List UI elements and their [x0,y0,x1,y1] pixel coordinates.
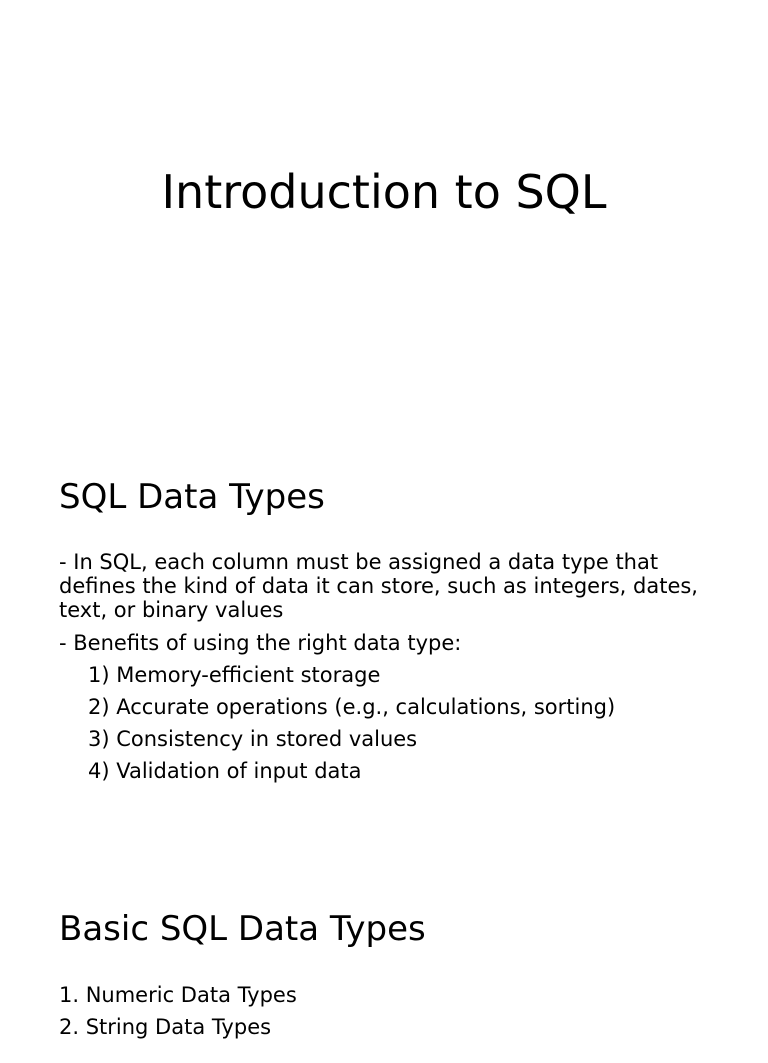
benefit-item: 3) Consistency in stored values [88,727,418,751]
intro-paragraph: - In SQL, each column must be assigned a data type that defines the kind of data it can store, such as integers, dates, text, or binary values [59,550,698,622]
basic-types-list [59,983,739,1063]
section-heading-sql-data-types: SQL Data Types [59,477,325,517]
slide-title: Introduction to SQL [161,165,607,219]
sql-data-types-body [59,550,739,790]
benefit-item: 2) Accurate operations (e.g., calculations, sorting) [88,695,616,719]
list-item: 1. Numeric Data Types [59,983,297,1007]
section-heading-basic-sql-data-types: Basic SQL Data Types [59,909,426,949]
benefit-item: 4) Validation of input data [88,759,362,783]
list-item: 2. String Data Types [59,1015,272,1039]
benefits-intro: - Benefits of using the right data type: [59,631,462,655]
benefit-item: 1) Memory-efficient storage [88,663,381,687]
